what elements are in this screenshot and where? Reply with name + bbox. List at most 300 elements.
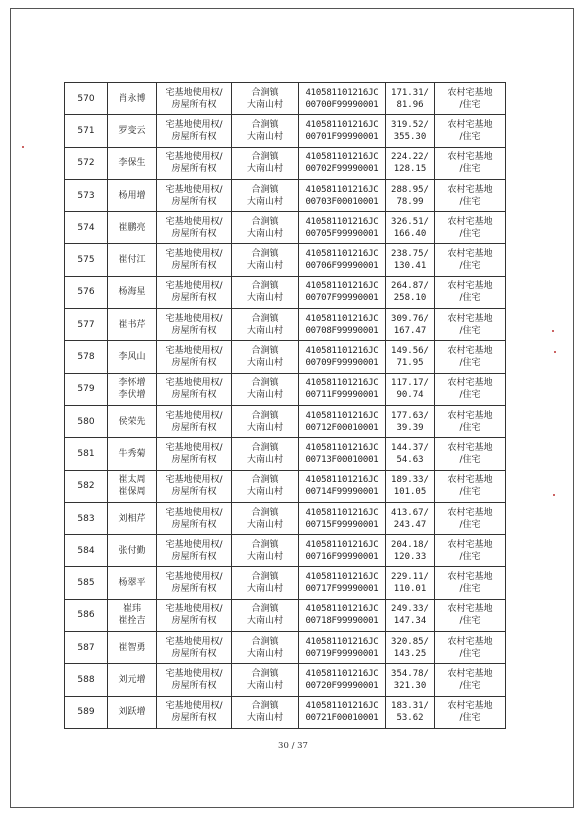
row-number: 574 <box>65 212 108 244</box>
location-cell <box>232 115 299 147</box>
right-type-line: 宅基地使用权/ <box>165 636 223 647</box>
unit-code-line: 00719F99990001 <box>305 648 379 659</box>
usage-line: /住宅 <box>459 131 481 142</box>
table-row <box>65 470 506 502</box>
owner-name-cell <box>108 535 157 567</box>
area-line: 309.76/ <box>391 313 429 324</box>
location-line: 合涧镇 <box>251 668 279 679</box>
table-body <box>65 83 506 729</box>
right-type-cell <box>157 373 232 405</box>
area-line: 71.95 <box>396 358 424 369</box>
right-type-line: 宅基地使用权/ <box>165 87 223 98</box>
unit-code-line: 00709F99990001 <box>305 358 379 369</box>
right-type-cell <box>157 341 232 373</box>
location-cell <box>232 276 299 308</box>
unit-code-line: 410581101216JC <box>305 475 379 486</box>
row-number: 576 <box>65 276 108 308</box>
area-line: 183.31/ <box>391 701 429 712</box>
table-row <box>65 632 506 664</box>
area-cell <box>386 276 435 308</box>
owner-name-cell <box>108 664 157 696</box>
table-row <box>65 147 506 179</box>
unit-code-line: 410581101216JC <box>305 216 379 227</box>
owner-name-cell <box>108 599 157 631</box>
unit-code-cell <box>299 599 386 631</box>
unit-code-line: 00701F99990001 <box>305 131 379 142</box>
location-line: 大南山村 <box>246 99 283 110</box>
area-line: 167.47 <box>393 325 427 336</box>
owner-name-line: 李怀增 <box>118 378 146 389</box>
owner-name-line: 崔书芹 <box>118 319 146 330</box>
row-number: 586 <box>65 599 108 631</box>
right-type-cell <box>157 696 232 728</box>
owner-name-line: 肖永博 <box>118 93 146 104</box>
location-line: 大南山村 <box>246 293 283 304</box>
owner-name-line: 李风山 <box>118 352 146 363</box>
table-row <box>65 696 506 728</box>
area-line: 117.17/ <box>391 378 429 389</box>
unit-code-cell <box>299 115 386 147</box>
unit-code-line: 410581101216JC <box>305 87 379 98</box>
usage-cell <box>435 470 506 502</box>
right-type-line: 宅基地使用权/ <box>165 604 223 615</box>
location-cell <box>232 147 299 179</box>
unit-code-line: 410581101216JC <box>305 378 379 389</box>
usage-line: 农村宅基地 <box>447 442 493 453</box>
owner-name-line: 侯荣先 <box>118 416 146 427</box>
area-line: 128.15 <box>393 164 427 175</box>
usage-cell <box>435 115 506 147</box>
right-type-cell <box>157 632 232 664</box>
unit-code-line: 00716F99990001 <box>305 551 379 562</box>
right-type-line: 宅基地使用权/ <box>165 668 223 679</box>
usage-line: /住宅 <box>459 293 481 304</box>
right-type-line: 宅基地使用权/ <box>165 572 223 583</box>
unit-code-line: 410581101216JC <box>305 184 379 195</box>
scan-speck <box>22 146 24 148</box>
location-cell <box>232 502 299 534</box>
unit-code-line: 410581101216JC <box>305 346 379 357</box>
location-cell <box>232 696 299 728</box>
owner-name-cell <box>108 405 157 437</box>
usage-line: 农村宅基地 <box>447 87 493 98</box>
unit-code-line: 00702F99990001 <box>305 164 379 175</box>
usage-cell <box>435 535 506 567</box>
right-type-cell <box>157 309 232 341</box>
area-cell <box>386 438 435 470</box>
right-type-cell <box>157 276 232 308</box>
location-cell <box>232 405 299 437</box>
right-type-line: 房屋所有权 <box>171 228 217 239</box>
right-type-cell <box>157 438 232 470</box>
table-row <box>65 179 506 211</box>
usage-line: /住宅 <box>459 99 481 110</box>
area-line: 321.30 <box>393 680 427 691</box>
owner-name-cell <box>108 276 157 308</box>
location-line: 合涧镇 <box>251 572 279 583</box>
usage-line: 农村宅基地 <box>447 281 493 292</box>
owner-name-line: 崔保周 <box>118 487 146 498</box>
owner-name-cell <box>108 115 157 147</box>
area-cell <box>386 502 435 534</box>
table-row <box>65 341 506 373</box>
right-type-cell <box>157 567 232 599</box>
usage-line: /住宅 <box>459 680 481 691</box>
area-cell <box>386 405 435 437</box>
scan-speck <box>553 494 555 496</box>
location-line: 合涧镇 <box>251 539 279 550</box>
usage-line: 农村宅基地 <box>447 475 493 486</box>
owner-name-line: 崔智勇 <box>118 642 146 653</box>
area-cell <box>386 212 435 244</box>
usage-cell <box>435 341 506 373</box>
right-type-line: 宅基地使用权/ <box>165 539 223 550</box>
location-line: 合涧镇 <box>251 442 279 453</box>
area-cell <box>386 696 435 728</box>
location-cell <box>232 632 299 664</box>
area-cell <box>386 599 435 631</box>
area-line: 53.62 <box>396 713 424 724</box>
area-line: 326.51/ <box>391 216 429 227</box>
row-number: 572 <box>65 147 108 179</box>
unit-code-line: 00718F99990001 <box>305 616 379 627</box>
right-type-line: 宅基地使用权/ <box>165 701 223 712</box>
unit-code-line: 410581101216JC <box>305 636 379 647</box>
right-type-line: 房屋所有权 <box>171 487 217 498</box>
area-line: 288.95/ <box>391 184 429 195</box>
area-line: 81.96 <box>396 99 424 110</box>
location-line: 大南山村 <box>246 454 283 465</box>
usage-line: 农村宅基地 <box>447 604 493 615</box>
usage-line: 农村宅基地 <box>447 313 493 324</box>
location-cell <box>232 567 299 599</box>
right-type-line: 房屋所有权 <box>171 713 217 724</box>
unit-code-line: 410581101216JC <box>305 539 379 550</box>
unit-code-cell <box>299 179 386 211</box>
owner-name-cell <box>108 470 157 502</box>
usage-line: 农村宅基地 <box>447 249 493 260</box>
right-type-line: 房屋所有权 <box>171 454 217 465</box>
right-type-line: 宅基地使用权/ <box>165 507 223 518</box>
location-line: 大南山村 <box>246 261 283 272</box>
owner-name-line: 崔付江 <box>118 255 146 266</box>
usage-line: /住宅 <box>459 454 481 465</box>
owner-name-line: 崔太周 <box>118 475 146 486</box>
area-cell <box>386 664 435 696</box>
area-cell <box>386 83 435 115</box>
right-type-cell <box>157 599 232 631</box>
usage-line: 农村宅基地 <box>447 410 493 421</box>
owner-name-cell <box>108 147 157 179</box>
area-line: 189.33/ <box>391 475 429 486</box>
usage-line: /住宅 <box>459 713 481 724</box>
usage-line: /住宅 <box>459 584 481 595</box>
location-line: 合涧镇 <box>251 701 279 712</box>
row-number: 580 <box>65 405 108 437</box>
location-line: 大南山村 <box>246 228 283 239</box>
row-number: 578 <box>65 341 108 373</box>
table-row <box>65 276 506 308</box>
table-row <box>65 567 506 599</box>
right-type-cell <box>157 470 232 502</box>
unit-code-line: 00712F00010001 <box>305 422 379 433</box>
location-cell <box>232 212 299 244</box>
area-line: 413.67/ <box>391 507 429 518</box>
right-type-line: 房屋所有权 <box>171 164 217 175</box>
owner-name-cell <box>108 632 157 664</box>
unit-code-line: 00720F99990001 <box>305 680 379 691</box>
table-row <box>65 502 506 534</box>
page-number: 30 / 37 <box>278 741 308 751</box>
unit-code-cell <box>299 244 386 276</box>
row-number: 589 <box>65 696 108 728</box>
unit-code-line: 410581101216JC <box>305 281 379 292</box>
location-line: 合涧镇 <box>251 216 279 227</box>
row-number: 581 <box>65 438 108 470</box>
right-type-line: 房屋所有权 <box>171 422 217 433</box>
usage-line: /住宅 <box>459 616 481 627</box>
owner-name-cell <box>108 438 157 470</box>
area-cell <box>386 535 435 567</box>
location-line: 合涧镇 <box>251 378 279 389</box>
owner-name-cell <box>108 212 157 244</box>
location-line: 大南山村 <box>246 131 283 142</box>
unit-code-cell <box>299 632 386 664</box>
usage-line: 农村宅基地 <box>447 119 493 130</box>
location-line: 合涧镇 <box>251 249 279 260</box>
row-number: 588 <box>65 664 108 696</box>
location-line: 合涧镇 <box>251 636 279 647</box>
unit-code-line: 410581101216JC <box>305 313 379 324</box>
unit-code-line: 410581101216JC <box>305 572 379 583</box>
area-line: 90.74 <box>396 390 424 401</box>
usage-line: /住宅 <box>459 261 481 272</box>
owner-name-line: 崔拴吉 <box>118 616 146 627</box>
area-cell <box>386 147 435 179</box>
owner-name-line: 刘相芹 <box>118 513 146 524</box>
owner-name-cell <box>108 341 157 373</box>
location-line: 大南山村 <box>246 713 283 724</box>
usage-cell <box>435 212 506 244</box>
usage-cell <box>435 567 506 599</box>
area-line: 147.34 <box>393 616 427 627</box>
usage-line: 农村宅基地 <box>447 572 493 583</box>
right-type-line: 房屋所有权 <box>171 261 217 272</box>
area-cell <box>386 244 435 276</box>
usage-line: /住宅 <box>459 487 481 498</box>
right-type-line: 宅基地使用权/ <box>165 475 223 486</box>
table-row <box>65 309 506 341</box>
usage-line: 农村宅基地 <box>447 701 493 712</box>
usage-cell <box>435 632 506 664</box>
unit-code-line: 00711F99990001 <box>305 390 379 401</box>
usage-line: 农村宅基地 <box>447 152 493 163</box>
unit-code-cell <box>299 502 386 534</box>
location-cell <box>232 664 299 696</box>
unit-code-cell <box>299 147 386 179</box>
usage-cell <box>435 83 506 115</box>
usage-cell <box>435 179 506 211</box>
right-type-line: 宅基地使用权/ <box>165 442 223 453</box>
right-type-cell <box>157 535 232 567</box>
location-line: 合涧镇 <box>251 119 279 130</box>
right-type-cell <box>157 405 232 437</box>
owner-name-cell <box>108 309 157 341</box>
unit-code-line: 00706F99990001 <box>305 261 379 272</box>
right-type-cell <box>157 212 232 244</box>
unit-code-cell <box>299 567 386 599</box>
area-line: 39.39 <box>396 422 424 433</box>
owner-name-cell <box>108 179 157 211</box>
table-row <box>65 405 506 437</box>
right-type-line: 房屋所有权 <box>171 584 217 595</box>
owner-name-line: 刘元增 <box>118 674 146 685</box>
location-line: 合涧镇 <box>251 346 279 357</box>
table-row <box>65 664 506 696</box>
right-type-line: 房屋所有权 <box>171 519 217 530</box>
right-type-cell <box>157 83 232 115</box>
unit-code-cell <box>299 535 386 567</box>
usage-line: /住宅 <box>459 164 481 175</box>
area-line: 166.40 <box>393 228 427 239</box>
unit-code-line: 410581101216JC <box>305 410 379 421</box>
location-line: 大南山村 <box>246 551 283 562</box>
table-row <box>65 373 506 405</box>
table-row <box>65 535 506 567</box>
unit-code-cell <box>299 341 386 373</box>
usage-line: /住宅 <box>459 325 481 336</box>
area-line: 120.33 <box>393 551 427 562</box>
row-number: 585 <box>65 567 108 599</box>
usage-line: 农村宅基地 <box>447 507 493 518</box>
usage-line: 农村宅基地 <box>447 378 493 389</box>
location-line: 大南山村 <box>246 616 283 627</box>
row-number: 575 <box>65 244 108 276</box>
unit-code-line: 00708F99990001 <box>305 325 379 336</box>
right-type-cell <box>157 664 232 696</box>
right-type-line: 宅基地使用权/ <box>165 119 223 130</box>
row-number: 584 <box>65 535 108 567</box>
area-line: 355.30 <box>393 131 427 142</box>
location-cell <box>232 470 299 502</box>
location-cell <box>232 535 299 567</box>
area-line: 177.63/ <box>391 410 429 421</box>
owner-name-line: 崔玮 <box>122 604 141 615</box>
scan-speck <box>552 330 554 332</box>
location-line: 大南山村 <box>246 358 283 369</box>
location-line: 合涧镇 <box>251 604 279 615</box>
usage-line: 农村宅基地 <box>447 216 493 227</box>
right-type-line: 宅基地使用权/ <box>165 152 223 163</box>
location-line: 大南山村 <box>246 164 283 175</box>
area-line: 110.01 <box>393 584 427 595</box>
usage-line: /住宅 <box>459 422 481 433</box>
row-number: 577 <box>65 309 108 341</box>
usage-line: /住宅 <box>459 196 481 207</box>
location-cell <box>232 599 299 631</box>
usage-line: /住宅 <box>459 519 481 530</box>
table-row <box>65 244 506 276</box>
right-type-line: 宅基地使用权/ <box>165 378 223 389</box>
location-cell <box>232 373 299 405</box>
owner-name-line: 杨用增 <box>118 190 146 201</box>
right-type-line: 宅基地使用权/ <box>165 346 223 357</box>
owner-name-cell <box>108 244 157 276</box>
right-type-line: 房屋所有权 <box>171 325 217 336</box>
table-row <box>65 212 506 244</box>
location-line: 大南山村 <box>246 196 283 207</box>
area-line: 144.37/ <box>391 442 429 453</box>
location-line: 大南山村 <box>246 648 283 659</box>
unit-code-line: 410581101216JC <box>305 442 379 453</box>
row-number: 583 <box>65 502 108 534</box>
unit-code-line: 00714F99990001 <box>305 487 379 498</box>
table-row <box>65 438 506 470</box>
area-line: 319.52/ <box>391 119 429 130</box>
unit-code-cell <box>299 664 386 696</box>
usage-cell <box>435 405 506 437</box>
usage-cell <box>435 276 506 308</box>
usage-line: 农村宅基地 <box>447 668 493 679</box>
area-line: 229.11/ <box>391 572 429 583</box>
location-line: 大南山村 <box>246 325 283 336</box>
unit-code-line: 00707F99990001 <box>305 293 379 304</box>
area-line: 354.78/ <box>391 668 429 679</box>
usage-line: 农村宅基地 <box>447 636 493 647</box>
unit-code-line: 410581101216JC <box>305 507 379 518</box>
owner-name-line: 罗变云 <box>118 125 146 136</box>
unit-code-line: 00721F00010001 <box>305 713 379 724</box>
usage-line: 农村宅基地 <box>447 539 493 550</box>
area-cell <box>386 470 435 502</box>
scan-speck <box>554 351 556 353</box>
area-cell <box>386 632 435 664</box>
usage-line: /住宅 <box>459 390 481 401</box>
area-line: 224.22/ <box>391 152 429 163</box>
location-line: 合涧镇 <box>251 507 279 518</box>
area-line: 149.56/ <box>391 346 429 357</box>
usage-cell <box>435 373 506 405</box>
area-line: 204.18/ <box>391 539 429 550</box>
unit-code-cell <box>299 438 386 470</box>
unit-code-line: 00700F99990001 <box>305 99 379 110</box>
area-cell <box>386 341 435 373</box>
unit-code-cell <box>299 309 386 341</box>
unit-code-cell <box>299 470 386 502</box>
area-line: 143.25 <box>393 648 427 659</box>
land-registry-table <box>64 82 506 729</box>
unit-code-cell <box>299 696 386 728</box>
table-row <box>65 599 506 631</box>
location-line: 合涧镇 <box>251 152 279 163</box>
area-line: 243.47 <box>393 519 427 530</box>
area-line: 101.05 <box>393 487 427 498</box>
row-number: 587 <box>65 632 108 664</box>
unit-code-line: 410581101216JC <box>305 701 379 712</box>
owner-name-cell <box>108 373 157 405</box>
table-row <box>65 115 506 147</box>
unit-code-cell <box>299 373 386 405</box>
usage-cell <box>435 244 506 276</box>
usage-line: 农村宅基地 <box>447 184 493 195</box>
location-cell <box>232 341 299 373</box>
unit-code-line: 00705F99990001 <box>305 228 379 239</box>
area-cell <box>386 373 435 405</box>
right-type-line: 房屋所有权 <box>171 680 217 691</box>
location-cell <box>232 309 299 341</box>
right-type-line: 宅基地使用权/ <box>165 216 223 227</box>
owner-name-line: 崔鹏亮 <box>118 222 146 233</box>
